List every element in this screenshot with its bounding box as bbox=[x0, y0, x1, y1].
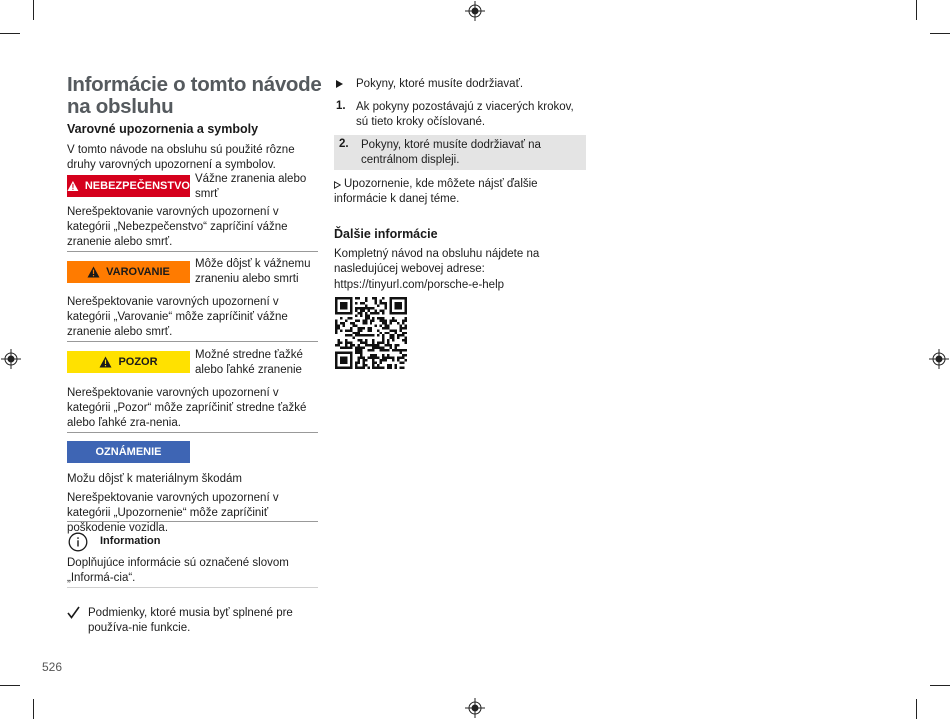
information-label: Information bbox=[100, 535, 161, 547]
crop-mark bbox=[930, 685, 950, 686]
divider bbox=[67, 251, 318, 252]
registration-mark-icon bbox=[1, 349, 21, 369]
step-text: Pokyny, ktoré musíte dodržiavať na centrálnom displeji. bbox=[361, 139, 541, 166]
warning-triangle-icon bbox=[99, 356, 112, 368]
page-title: Informácie o tomto návode na obsluhu bbox=[67, 73, 322, 118]
prerequisite-text: Podmienky, ktoré musia byť splnené pre používa-nie funkcie. bbox=[88, 607, 293, 634]
notice-label: OZNÁMENIE bbox=[95, 446, 162, 458]
danger-summary: Vážne zranenia alebo smrť bbox=[195, 173, 307, 200]
checkmark-icon bbox=[67, 606, 80, 619]
warning-label: VAROVANIE bbox=[106, 266, 170, 278]
divider bbox=[67, 432, 318, 433]
triangle-bullet-icon bbox=[336, 80, 343, 88]
crop-mark bbox=[0, 685, 20, 686]
crop-mark bbox=[930, 33, 950, 34]
warning-triangle-icon bbox=[87, 266, 100, 278]
page-number: 526 bbox=[42, 660, 63, 674]
crop-mark bbox=[33, 699, 34, 719]
caution-badge bbox=[67, 351, 190, 373]
registration-mark-icon bbox=[465, 1, 485, 21]
step-text: Ak pokyny pozostávajú z viacerých krokov, sú tieto kroky očíslované. bbox=[356, 101, 574, 128]
crop-mark bbox=[916, 699, 917, 719]
caution-description: Nerešpektovanie varovných upozornení v kategórii „Pozor“ môže zapríčiniť stredne ťažké alebo ľahké zra-nenia. bbox=[67, 387, 307, 429]
notice-badge bbox=[67, 441, 190, 463]
info-circle-icon bbox=[68, 532, 88, 552]
danger-badge bbox=[67, 175, 190, 197]
danger-description: Nerešpektovanie varovných upozornení v kategórii „Nebezpečenstvo“ zapríčiní vážne zranenie alebo smrť. bbox=[67, 206, 288, 248]
caution-label: POZOR bbox=[118, 356, 158, 368]
warning-summary: Môže dôjsť k vážnemu zraneniu alebo smrti bbox=[195, 258, 311, 285]
instruction-text: Pokyny, ktoré musíte dodržiavať. bbox=[356, 78, 524, 90]
crop-mark bbox=[0, 33, 20, 34]
divider bbox=[67, 587, 318, 588]
step-number: 1. bbox=[336, 100, 346, 112]
notice-summary: Možu dôjsť k materiálnym škodám bbox=[67, 473, 242, 485]
further-info-text: Kompletný návod na obsluhu nájdete na nasledujúcej webovej adrese: bbox=[334, 248, 540, 275]
registration-mark-icon bbox=[929, 349, 949, 369]
crop-mark bbox=[33, 0, 34, 20]
divider bbox=[67, 521, 318, 522]
warning-triangle-icon bbox=[67, 180, 79, 192]
step-number: 2. bbox=[339, 138, 349, 150]
qr-code-icon bbox=[335, 297, 407, 369]
warning-badge bbox=[67, 261, 190, 283]
divider bbox=[67, 341, 318, 342]
information-description: Doplňujúce informácie sú označené slovom „Informá-cia“. bbox=[67, 557, 289, 584]
crop-mark bbox=[916, 0, 917, 20]
section-heading: Varovné upozornenia a symboly bbox=[67, 122, 259, 136]
intro-text: V tomto návode na obsluhu sú použité rôzne druhy varovných upozornení a symbolov. bbox=[67, 144, 295, 171]
caution-summary: Možné stredne ťažké alebo ľahké zranenie bbox=[195, 349, 303, 376]
registration-mark-icon bbox=[465, 698, 485, 718]
danger-label: NEBEZPEČENSTVO bbox=[84, 180, 190, 192]
warning-description: Nerešpektovanie varovných upozornení v kategórii „Varovanie“ môže zapríčiniť vážne zranenie alebo smrť. bbox=[67, 296, 288, 338]
reference-text: Upozornenie, kde môžete nájsť ďalšie informácie k danej téme. bbox=[334, 178, 538, 205]
help-url[interactable]: https://tinyurl.com/porsche-e-help bbox=[334, 279, 505, 291]
notice-description: Nerešpektovanie varovných upozornení v kategórii „Upozornenie“ môže zapríčiniť poškodenie vozidla. bbox=[67, 492, 279, 534]
further-info-heading: Ďalšie informácie bbox=[334, 227, 438, 241]
